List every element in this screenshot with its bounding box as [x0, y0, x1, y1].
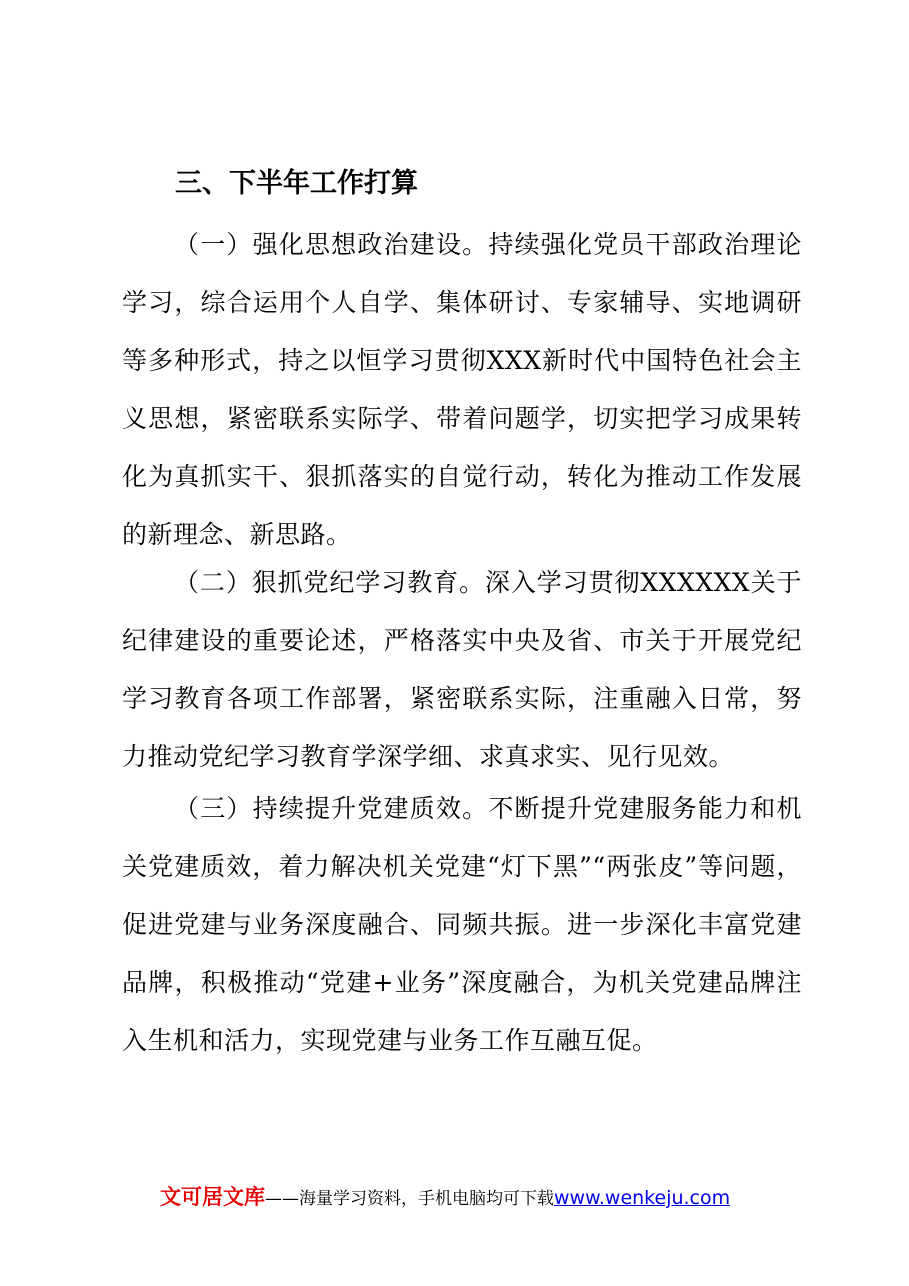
- footer-slogan: ——海量学习资料，手机电脑均可下载: [265, 1189, 554, 1209]
- paragraph-discipline-education: （二）狠抓党纪学习教育。深入学习贯彻XXXXXX关于纪律建设的重要论述，严格落实中央及省、市关于开展党纪学习教育各项工作部署，紧密联系实际，注重融入日常，努力推动党纪学习教育学深学细、求真求实、见行见效。: [122, 568, 802, 771]
- footer-brand: 文可居文库: [160, 1185, 265, 1209]
- footer-banner: [160, 1180, 730, 1214]
- section-heading: 三、下半年工作打算: [175, 168, 418, 199]
- paragraph-party-building-quality: （三）持续提升党建质效。不断提升党建服务能力和机关党建质效，着力解决机关党建“灯下黑”“两张皮”等问题，促进党建与业务深度融合、同频共振。进一步深化丰富党建品牌，积极推动“党建+业务”深度融合，为机关党建品牌注入生机和活力，实现党建与业务工作互融互促。: [122, 794, 802, 1055]
- paragraph-political-building: （一）强化思想政治建设。持续强化党员干部政治理论学习，综合运用个人自学、集体研讨、专家辅导、实地调研等多种形式，持之以恒学习贯彻XXX新时代中国特色社会主义思想，紧密联系实际学、带着问题学，切实把学习成果转化为真抓实干、狠抓落实的自觉行动，转化为推动工作发展的新理念、新思路。: [122, 230, 802, 549]
- footer-website-link[interactable]: www.wenkeju.com: [554, 1187, 731, 1209]
